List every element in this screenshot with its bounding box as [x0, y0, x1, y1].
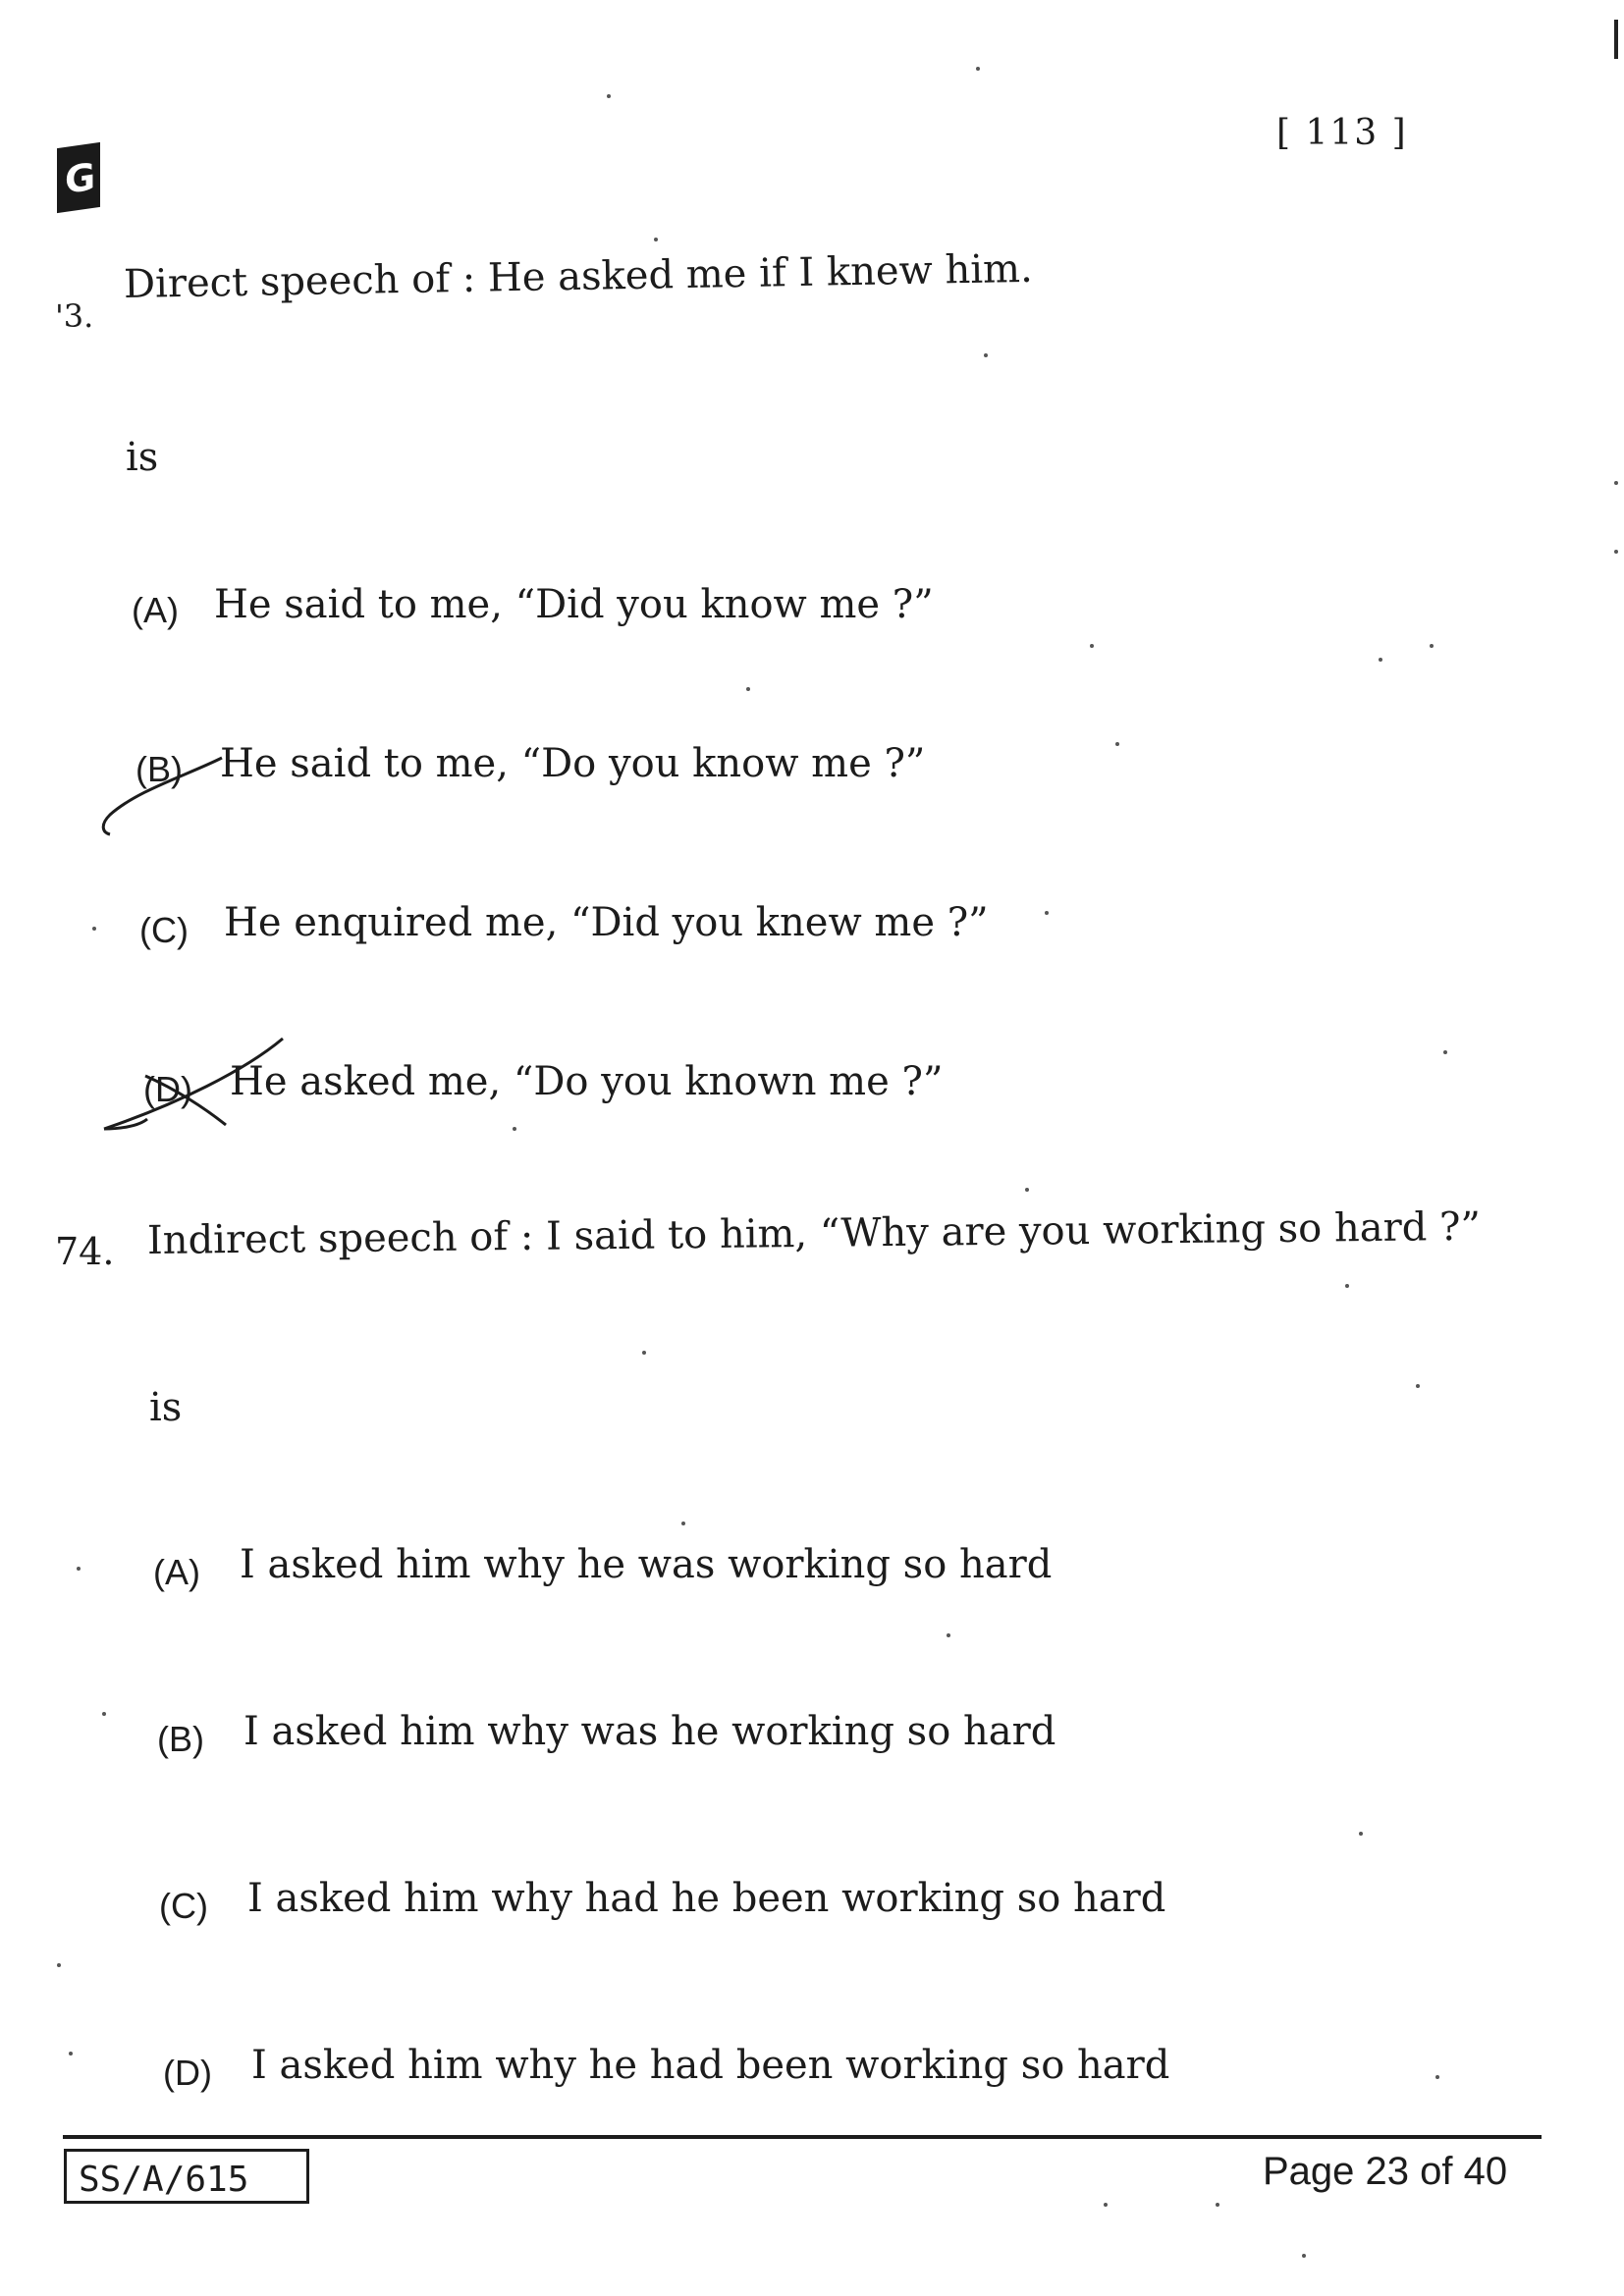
scan-speck	[1416, 1384, 1420, 1388]
question-number: '3.	[55, 297, 94, 335]
scan-speck	[1115, 742, 1119, 746]
option-letter: (A)	[153, 1552, 200, 1592]
paper-code: SS/A/615	[79, 2160, 249, 2200]
question-prompt: Indirect speech of : I said to him, “Why are you working so hard ?”	[146, 1203, 1482, 1263]
scan-speck	[102, 1712, 106, 1716]
option-text: I asked him why he had been working so hard	[251, 2043, 1170, 2088]
scan-speck	[513, 1127, 516, 1131]
question-number: 74.	[55, 1230, 115, 1273]
option-letter: (D)	[143, 1069, 192, 1109]
scan-speck	[1359, 1832, 1363, 1836]
pen-strike-option-d-3	[104, 1119, 147, 1129]
paper-code-box	[64, 2149, 309, 2204]
question-connector: is	[126, 435, 159, 480]
paper-set-badge	[57, 142, 100, 213]
scan-speck	[77, 1567, 81, 1571]
scan-speck	[1435, 2075, 1439, 2079]
question-connector: is	[149, 1385, 183, 1430]
option-text: He said to me, “Do you know me ?”	[220, 741, 926, 786]
option-text: He asked me, “Do you known me ?”	[230, 1059, 944, 1104]
scan-speck	[607, 94, 611, 98]
option-letter: (D)	[163, 2053, 212, 2093]
option-text: I asked him why had he been working so hard	[247, 1876, 1166, 1921]
scan-speck	[1025, 1188, 1029, 1192]
scan-speck	[1379, 658, 1382, 662]
scan-speck	[92, 927, 96, 931]
scan-speck	[1443, 1050, 1447, 1054]
option-letter: (C)	[139, 910, 189, 950]
scan-speck	[1345, 1284, 1349, 1288]
option-text: I asked him why he was working so hard	[240, 1542, 1053, 1587]
question-prompt: Direct speech of : He asked me if I knew him.	[123, 245, 1034, 307]
option-text: He enquired me, “Did you knew me ?”	[224, 900, 989, 945]
scan-speck	[1614, 550, 1618, 554]
scan-speck	[1216, 2203, 1219, 2207]
option-text: I asked him why was he working so hard	[244, 1709, 1056, 1754]
option-letter: (A)	[132, 590, 179, 630]
footer-rule	[63, 2135, 1542, 2139]
scan-speck	[654, 238, 658, 241]
scan-speck	[947, 1633, 950, 1637]
scan-speck	[1104, 2203, 1108, 2207]
scan-speck	[69, 2052, 73, 2056]
scan-speck	[746, 687, 750, 691]
scan-speck	[1302, 2254, 1306, 2258]
page-reference: [ 113 ]	[1276, 113, 1408, 153]
page-number: Page 23 of 40	[1263, 2150, 1508, 2193]
scan-speck	[642, 1351, 646, 1355]
scan-speck	[1614, 481, 1618, 485]
option-letter: (B)	[157, 1719, 204, 1759]
scan-speck	[984, 353, 988, 357]
scan-speck	[976, 67, 980, 71]
scan-speck	[1045, 911, 1049, 915]
badge-letter: G	[65, 154, 96, 202]
scan-speck	[1430, 644, 1434, 648]
scan-speck	[1090, 644, 1094, 648]
option-letter: (B)	[135, 749, 183, 789]
edge-scan-mark	[1614, 20, 1618, 59]
scan-speck	[57, 1963, 61, 1967]
option-letter: (C)	[159, 1886, 208, 1926]
scan-speck	[681, 1522, 685, 1525]
option-text: He said to me, “Did you know me ?”	[214, 582, 934, 627]
